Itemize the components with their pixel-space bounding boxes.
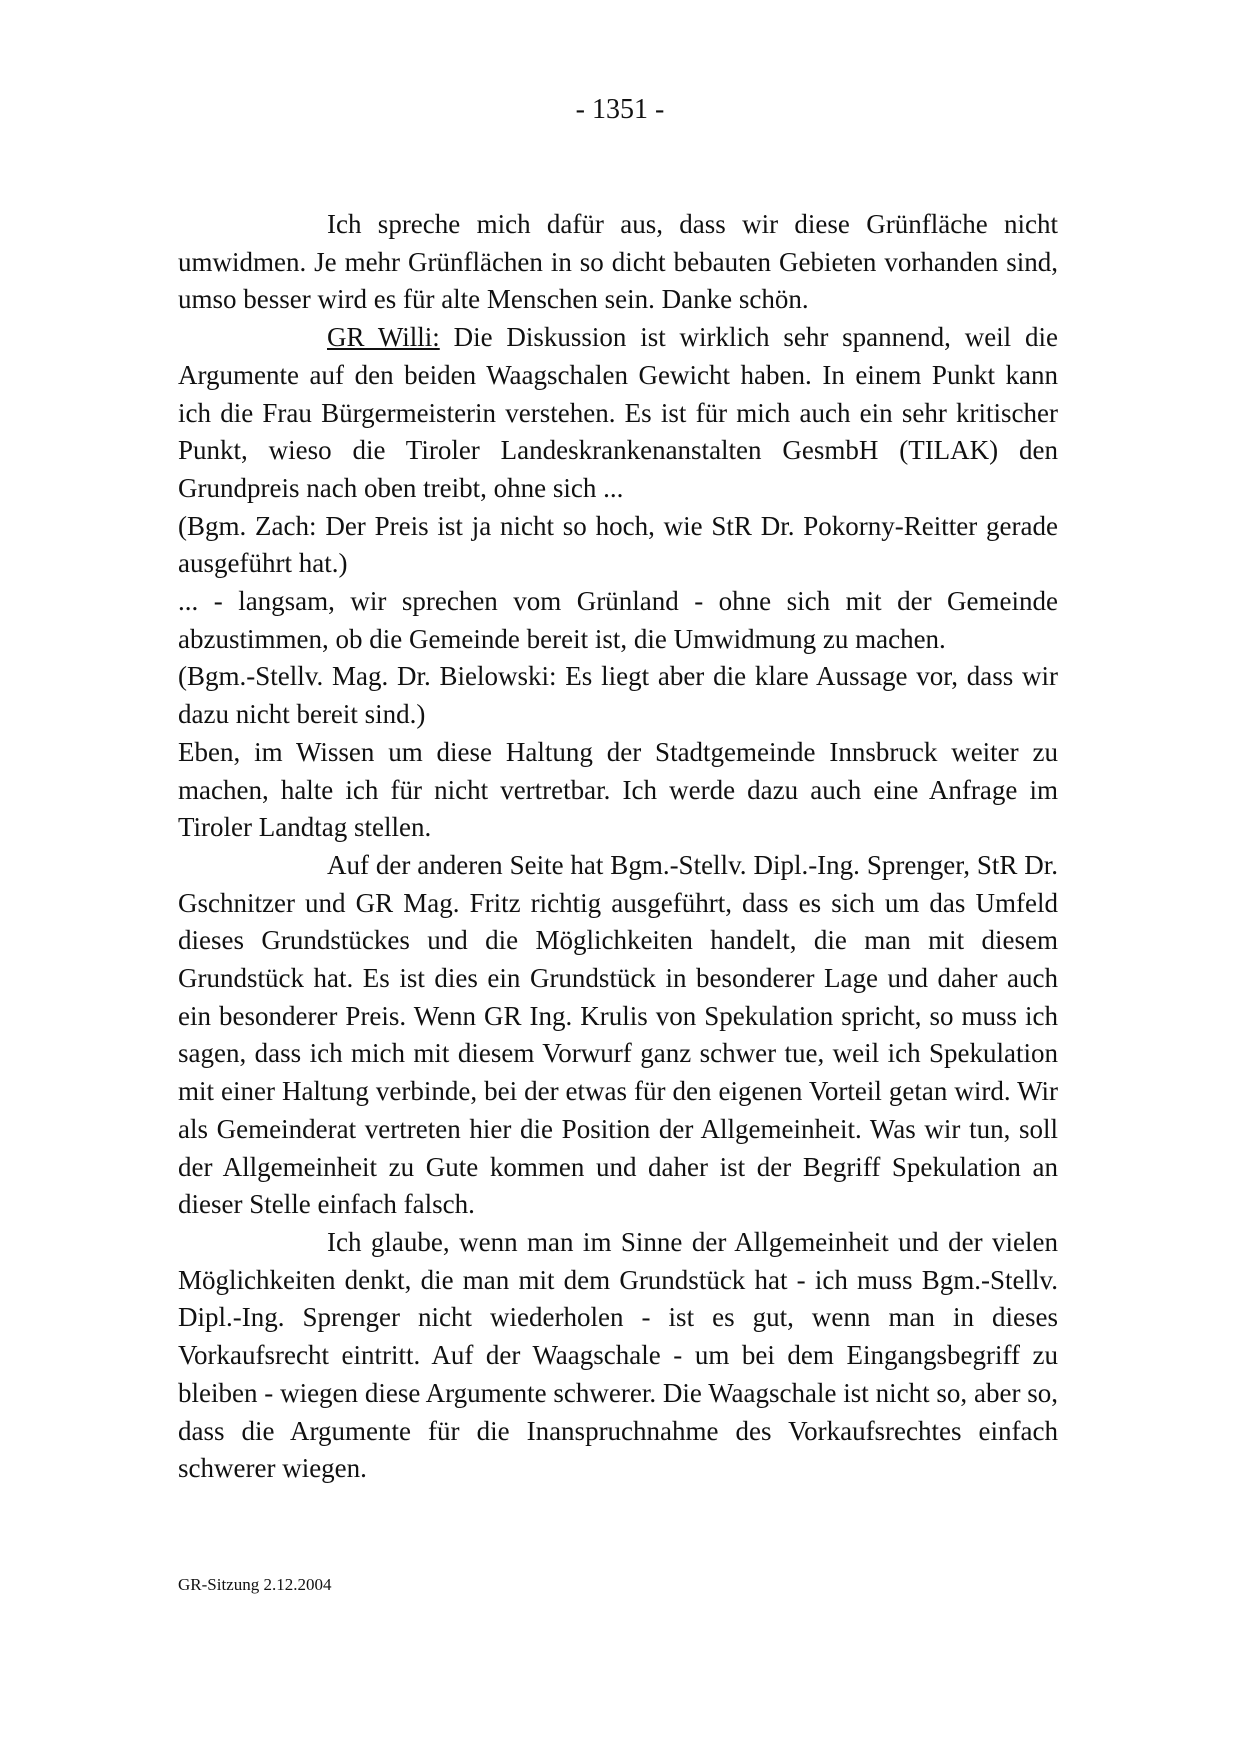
paragraph-4: Auf der anderen Seite hat Bgm.-Stellv. Dipl.-Ing. Sprenger, StR Dr. Gschnitzer und GR Mag. Fritz richtig ausgeführt, dass es sich um das Umfeld dieses Grundstückes und die Möglichkeiten handelt, die man mit diesem Grundstück hat. Es ist dies ein Grundstück in besonderer Lage und daher auch ein besonderer Preis. Wenn GR Ing. Krulis von Spekulation spricht, so muss ich sagen, dass ich mich mit diesem Vorwurf ganz schwer tue, weil ich Spekulation mit einer Haltung verbinde, bei der etwas für den eigenen Vorteil getan wird. Wir als Gemeinderat vertreten hier die Position der Allgemeinheit. Was wir tun, soll der Allgemeinheit zu Gute kommen und daher ist der Begriff Spekulation an dieser Stelle einfach falsch. (178, 849, 1058, 1220)
paragraph-5: Ich glaube, wenn man im Sinne der Allgemeinheit und der vielen Möglichkeiten denkt, die man mit dem Grundstück hat - ich muss Bgm.-Stellv. Dipl.-Ing. Sprenger nicht wiederholen - ist es gut, wenn man in dieses Vorkaufsrecht eintritt. Auf der Waagschale - um bei dem Eingangsbegriff zu bleiben - wiegen diese Argumente schwerer. Die Waagschale ist nicht so, aber so, dass die Argumente für die Inanspruchnahme des Vorkaufsrechtes einfach schwerer wiegen. (178, 1226, 1058, 1484)
speaker-name: GR Willi: (327, 322, 440, 353)
footer: GR-Sitzung 2.12.2004 (178, 1575, 332, 1594)
page-number: - 1351 - (575, 94, 665, 125)
paragraph-3: Eben, im Wissen um diese Haltung der Stadtgemeinde Innsbruck weiter zu machen, halte ich für nicht vertretbar. Ich werde dazu auch eine Anfrage im Tiroler Landtag stellen. (178, 736, 1058, 843)
paragraph-2 (178, 319, 1058, 508)
interjection-2: (Bgm.-Stellv. Mag. Dr. Bielowski: Es liegt aber die klare Aussage vor, dass wir dazu nicht bereit sind.) (178, 661, 1058, 730)
paragraph-continuation: ... - langsam, wir sprechen vom Grünland - ohne sich mit der Gemeinde abzustimmen, ob die Gemeinde bereit ist, die Umwidmung zu machen. (178, 586, 1058, 654)
paragraph-2-text: Die Diskussion ist wirklich sehr spannend, weil die Argumente auf den beiden Waagschalen Gewicht haben. In einem Punkt kann ich die Frau Bürgermeisterin verstehen. Es ist für mich auch ein sehr kritischer Punkt, wieso die Tiroler Landeskrankenanstalten GesmbH (TILAK) den Grundpreis nach oben treibt, ohne sich ... (178, 322, 1058, 503)
interjection-1: (Bgm. Zach: Der Preis ist ja nicht so hoch, wie StR Dr. Pokorny-Reitter gerade ausgeführt hat.) (178, 510, 1058, 579)
paragraph-1: Ich spreche mich dafür aus, dass wir diese Grünfläche nicht umwidmen. Je mehr Grünflächen in so dicht bebauten Gebieten vorhanden sind, umso besser wird es für alte Menschen sein. Danke schön. (178, 209, 1058, 315)
body-text (178, 206, 1058, 1488)
